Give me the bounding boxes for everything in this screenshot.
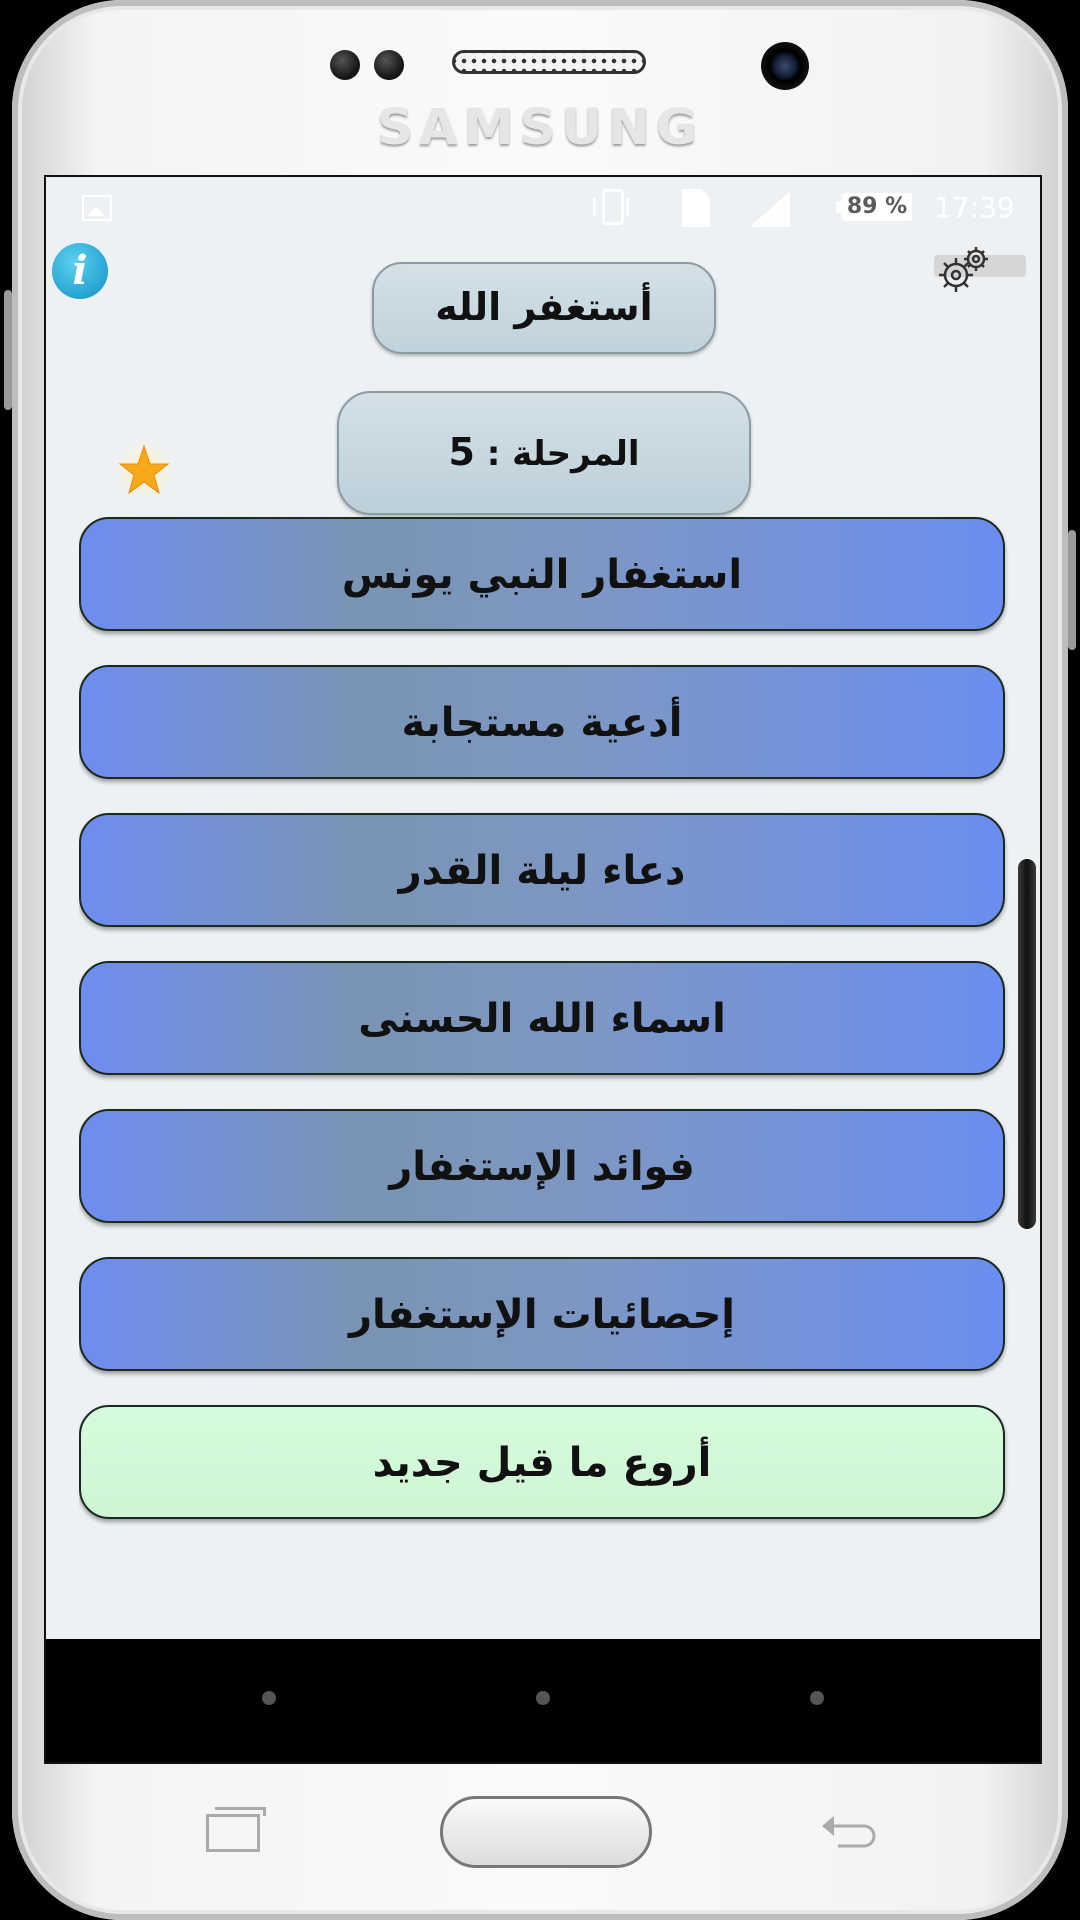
star-icon: [114, 440, 174, 500]
scrollbar[interactable]: [1018, 859, 1036, 1229]
app-screen: [44, 175, 1042, 1764]
navigation-bar: [46, 1639, 1040, 1762]
status-time: 17:39: [934, 191, 1015, 224]
stage-label: المرحلة :: [486, 434, 640, 474]
sim-icon: [682, 189, 710, 227]
menu-button-laylat-al-qadr[interactable]: دعاء ليلة القدر: [79, 813, 1005, 927]
status-bar: [46, 177, 1040, 237]
vibrate-icon: [602, 189, 624, 225]
settings-gear-icon[interactable]: [926, 243, 1030, 295]
nav-dot-right[interactable]: [810, 1691, 824, 1705]
brand-logo: SAMSUNG: [377, 98, 703, 156]
stage-value: 5: [448, 430, 475, 474]
menu-button-benefits[interactable]: فوائد الإستغفار: [79, 1109, 1005, 1223]
menu-button-asma-al-husna[interactable]: اسماء الله الحسنى: [79, 961, 1005, 1075]
battery-icon: [842, 193, 912, 221]
menu-button-duas[interactable]: أدعية مستجابة: [79, 665, 1005, 779]
power-button: [1068, 530, 1076, 650]
info-icon[interactable]: [52, 243, 108, 299]
image-icon: [82, 195, 112, 221]
home-key[interactable]: [440, 1796, 652, 1868]
menu-button-yunus[interactable]: استغفار النبي يونس: [79, 517, 1005, 631]
signal-icon: [750, 191, 790, 227]
menu-button-best-quotes[interactable]: أروع ما قيل جديد: [79, 1405, 1005, 1519]
main-menu: [79, 517, 1009, 1690]
battery-level: 89 %: [846, 194, 908, 219]
menu-button-statistics[interactable]: إحصائيات الإستغفار: [79, 1257, 1005, 1371]
proximity-sensor: [330, 50, 360, 80]
recent-apps-key[interactable]: [206, 1814, 260, 1852]
front-camera: [761, 42, 809, 90]
earpiece-speaker: [452, 50, 646, 74]
nav-dot-left[interactable]: [262, 1691, 276, 1705]
page-title: أستغفر الله: [372, 262, 716, 354]
light-sensor: [374, 50, 404, 80]
volume-button: [4, 290, 12, 410]
nav-dot-center[interactable]: [536, 1691, 550, 1705]
info-glyph: i: [72, 247, 88, 294]
stage-indicator: [337, 391, 751, 515]
back-icon[interactable]: [818, 1812, 880, 1852]
